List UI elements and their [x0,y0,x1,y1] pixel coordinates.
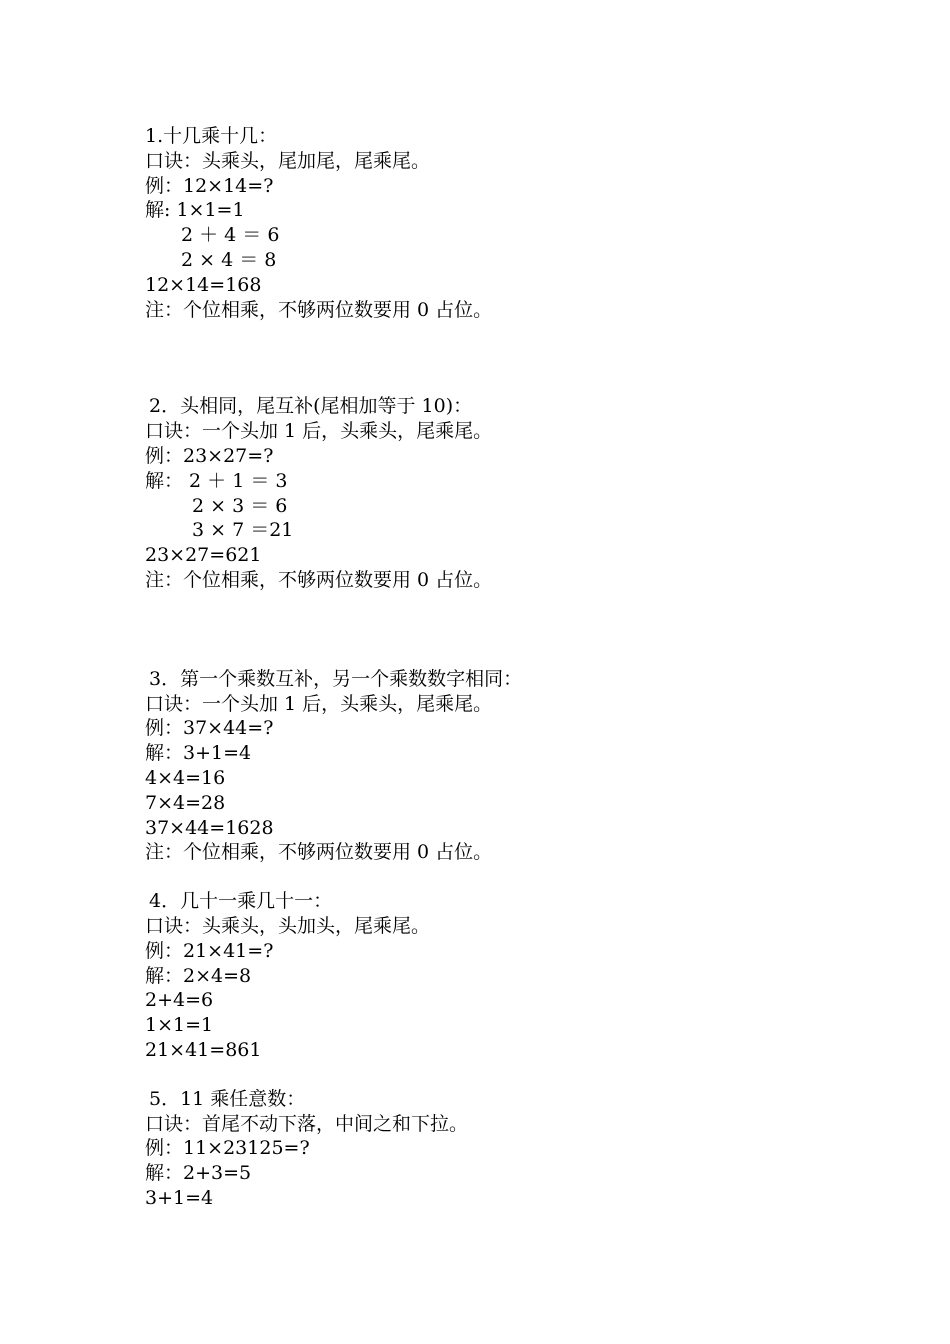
example: 例：37×44=? [145,717,274,740]
note: 注：个位相乘，不够两位数要用 0 占位。 [145,841,493,864]
mnemonic: 口诀：头乘头，头加头，尾乘尾。 [145,914,431,937]
spacer [145,1063,845,1087]
example: 例：21×41=? [145,939,274,962]
solution-line: 23×27=621 [145,544,262,567]
example: 例：11×23125=? [145,1137,310,1160]
solution-line: 解：2×4=8 [145,964,252,987]
note: 注：个位相乘，不够两位数要用 0 占位。 [145,568,493,591]
example: 例：12×14=? [145,174,274,197]
section-title: 1.十几乘十几： [145,125,278,147]
solution-line: 2+4=6 [145,989,214,1012]
solution-line: 3+1=4 [145,1186,214,1209]
solution-line: 1×1=1 [145,1014,214,1037]
mnemonic: 口诀：首尾不动下落，中间之和下拉。 [145,1112,469,1135]
solution-line: 2 × 3 ＝ 6 [192,494,288,517]
section-1 [145,124,845,322]
solution-line: 2 × 4 ＝ 8 [181,248,277,271]
section-4 [145,889,845,1063]
solution-line: 12×14=168 [145,273,262,296]
solution-line: 37×44=1628 [145,816,274,839]
solution-line: 解： 2 ＋ 1 ＝ 3 [145,469,288,492]
section-title: 2．头相同，尾互补(尾相加等于 10)： [149,395,473,418]
solution-line: 3 × 7 ＝21 [192,519,294,542]
document-content [145,124,845,1211]
mnemonic: 口诀：头乘头，尾加尾，尾乘尾。 [145,149,431,172]
section-5 [145,1087,845,1211]
spacer [145,593,845,667]
section-3 [145,667,845,865]
solution-line: 解：3+1=4 [145,742,252,765]
solution-line: 解：2+3=5 [145,1162,252,1185]
example: 例：23×27=? [145,444,274,467]
section-title: 3．第一个乘数互补，另一个乘数数字相同： [149,667,523,690]
spacer [145,322,845,394]
solution-line: 解: 1×1=1 [145,199,245,222]
note: 注：个位相乘，不够两位数要用 0 占位。 [145,298,493,321]
solution-line: 21×41=861 [145,1038,262,1061]
mnemonic: 口诀：一个头加 1 后，头乘头，尾乘尾。 [145,420,493,443]
section-title: 4．几十一乘几十一： [149,890,333,913]
section-2 [145,394,845,592]
solution-line: 4×4=16 [145,766,226,789]
spacer [145,865,845,889]
mnemonic: 口诀：一个头加 1 后，头乘头，尾乘尾。 [145,692,493,715]
section-title: 5．11 乘任意数： [149,1087,306,1110]
solution-line: 7×4=28 [145,791,226,814]
solution-line: 2 ＋ 4 ＝ 6 [181,224,280,247]
